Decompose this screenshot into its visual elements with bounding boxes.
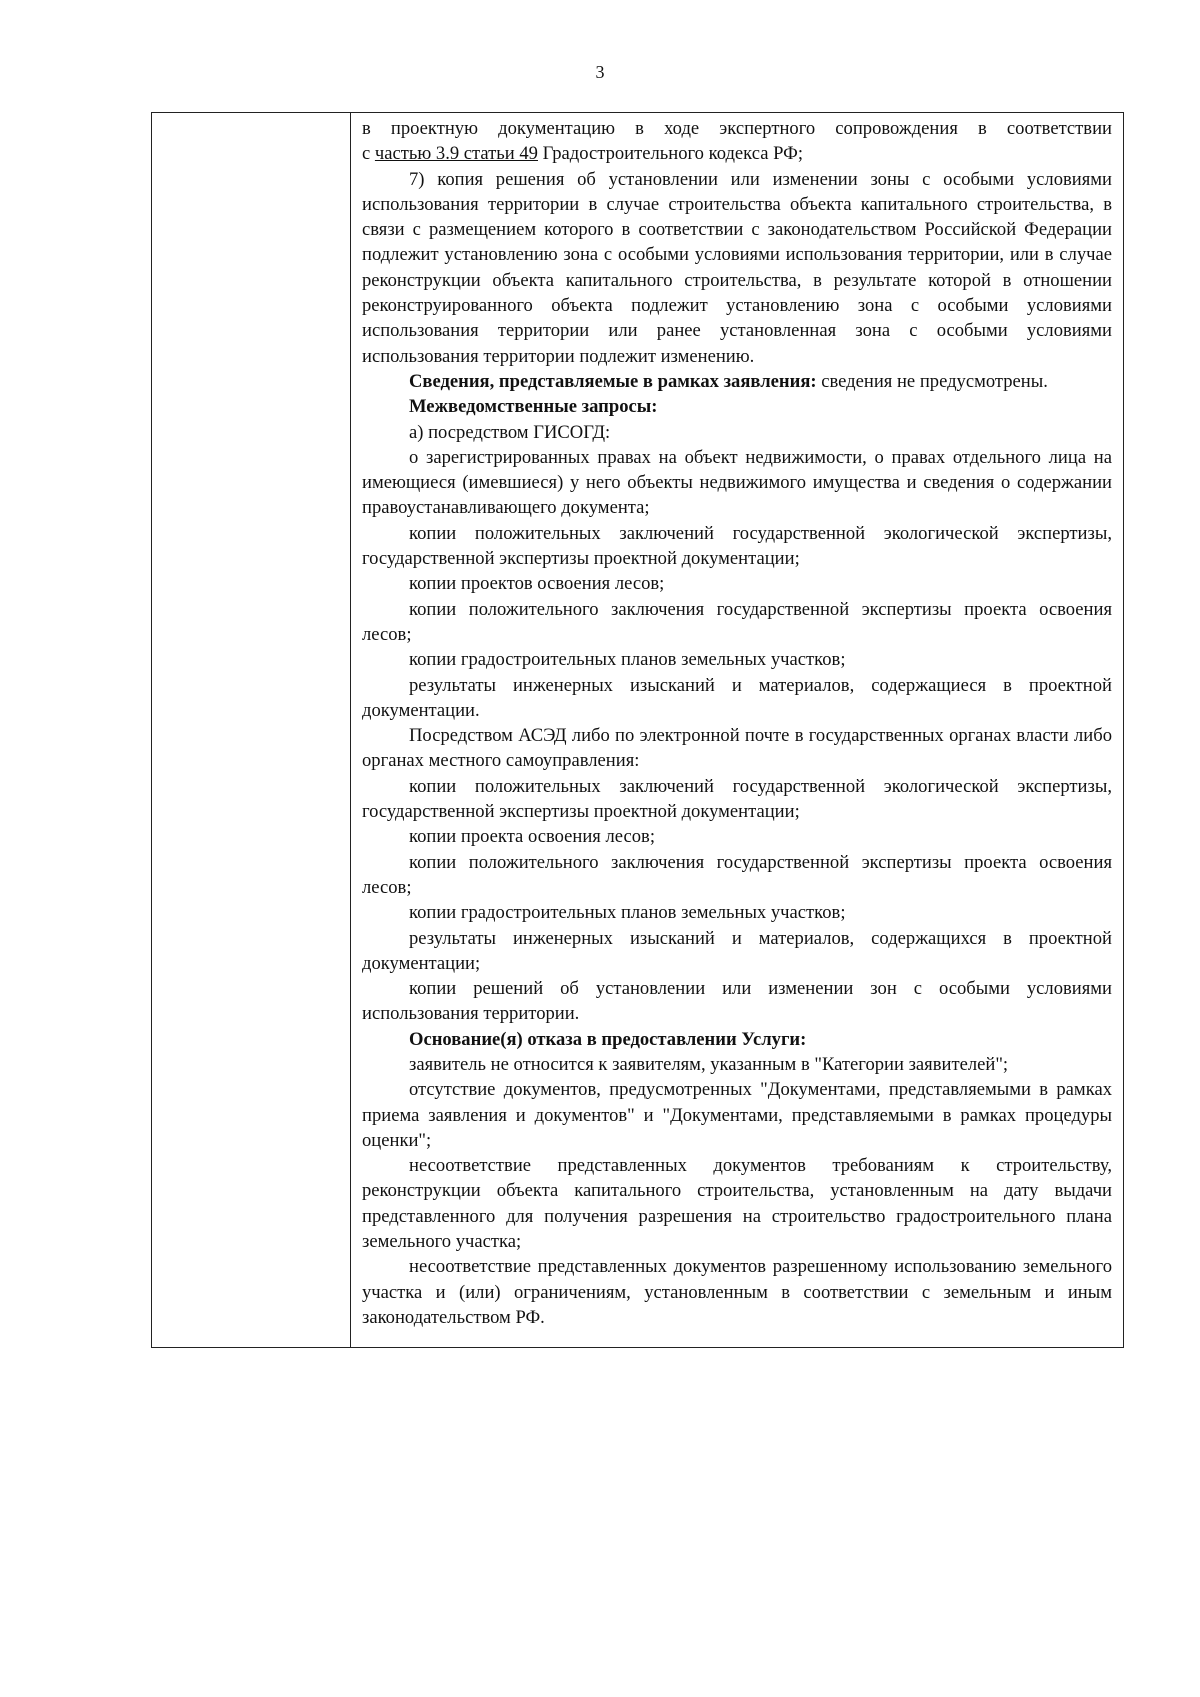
refusal-item: несоответствие представленных документов разрешенному использованию земельного участка и (или) ограничениям, установленным в соответствии с земельным и иным законодательством РФ. [362,1256,1112,1328]
ased-item: копии проекта освоения лесов; [409,826,655,848]
refusal-item: заявитель не относится к заявителям, указанным в "Категории заявителей"; [409,1053,1009,1075]
intro-suffix: Градостроительного кодекса РФ; [537,143,804,165]
page-number: 3 [595,62,605,82]
svedeniya-paragraph [362,369,1112,394]
gisogd-label: а) посредством ГИСОГД: [409,421,611,443]
gisogd-item: копии положительного заключения государственной экспертизы проекта освоения лесов; [362,598,1112,645]
ased-item: результаты инженерных изысканий и материалов, содержащихся в проектной документации; [362,927,1112,974]
column-divider [350,113,351,1347]
ased-label: Посредством АСЭД либо по электронной почте в государственных органах власти либо органах местного самоуправления: [362,725,1112,772]
refusal-heading: Основание(я) отказа в предоставлении Услуги: [409,1028,807,1050]
intro-line: в проектную документацию в ходе экспертного сопровождения в соответствии [362,118,1112,139]
refusal-item: несоответствие представленных документов требованиям к строительству, реконструкции объекта капитального строительства, установленным на дату выдачи представленного для получения разрешения на строительство градостроительного плана земельного участка; [362,1155,1112,1253]
svedeniya-text: сведения не предусмотрены. [816,370,1048,392]
gisogd-item: копии градостроительных планов земельных участков; [409,649,846,671]
gisogd-item: о зарегистрированных правах на объект недвижимости, о правах отдельного лица на имеющиеся (имевшиеся) у него объекты недвижимого имущества и сведения о содержании правоустанавливающего документа; [362,446,1112,519]
gisogd-item: результаты инженерных изысканий и материалов, содержащиеся в проектной документации. [362,674,1112,721]
svedeniya-label: Сведения, представляемые в рамках заявления: [409,370,817,392]
intro-line-2 [362,141,1112,166]
document-table [151,112,1124,1348]
ased-item: копии градостроительных планов земельных участков; [409,902,846,924]
intro-prefix: с [362,143,375,165]
ased-item: копии положительного заключения государственной экспертизы проекта освоения лесов; [362,851,1112,898]
refusal-item: отсутствие документов, предусмотренных "Документами, представляемыми в рамках приема заявления и документов" и "Документами, представляемыми в рамках процедуры оценки"; [362,1079,1112,1151]
gisogd-item: копии проектов освоения лесов; [409,573,665,595]
ased-item: копии положительных заключений государственной экологической экспертизы, государственной экспертизы проектной документации; [362,775,1112,823]
interagency-heading: Межведомственные запросы: [409,396,658,418]
ased-item: копии решений об установлении или изменении зон с особыми условиями использования территории. [362,978,1112,1025]
table-content-cell [362,116,1112,1330]
item-7-paragraph: 7) копия решения об установлении или изменении зоны с особыми условиями использования территории в случае строительства объекта капитального строительства, в связи с размещением которого в соответствии с законодательством Российской Федерации подлежит установлению зона с особыми условиями использования территории, или в случае реконструкции объекта капитального строительства, в результате которой в отношении реконструированного объекта подлежит установлению зона с особыми условиями использования территории или ранее установленная зона с особыми условиями использования территории подлежит изменению. [362,168,1112,367]
code-article-link[interactable]: частью 3.9 статьи 49 [374,143,538,165]
gisogd-item: копии положительных заключений государственной экологической экспертизы, государственной экспертизы проектной документации; [362,522,1112,570]
